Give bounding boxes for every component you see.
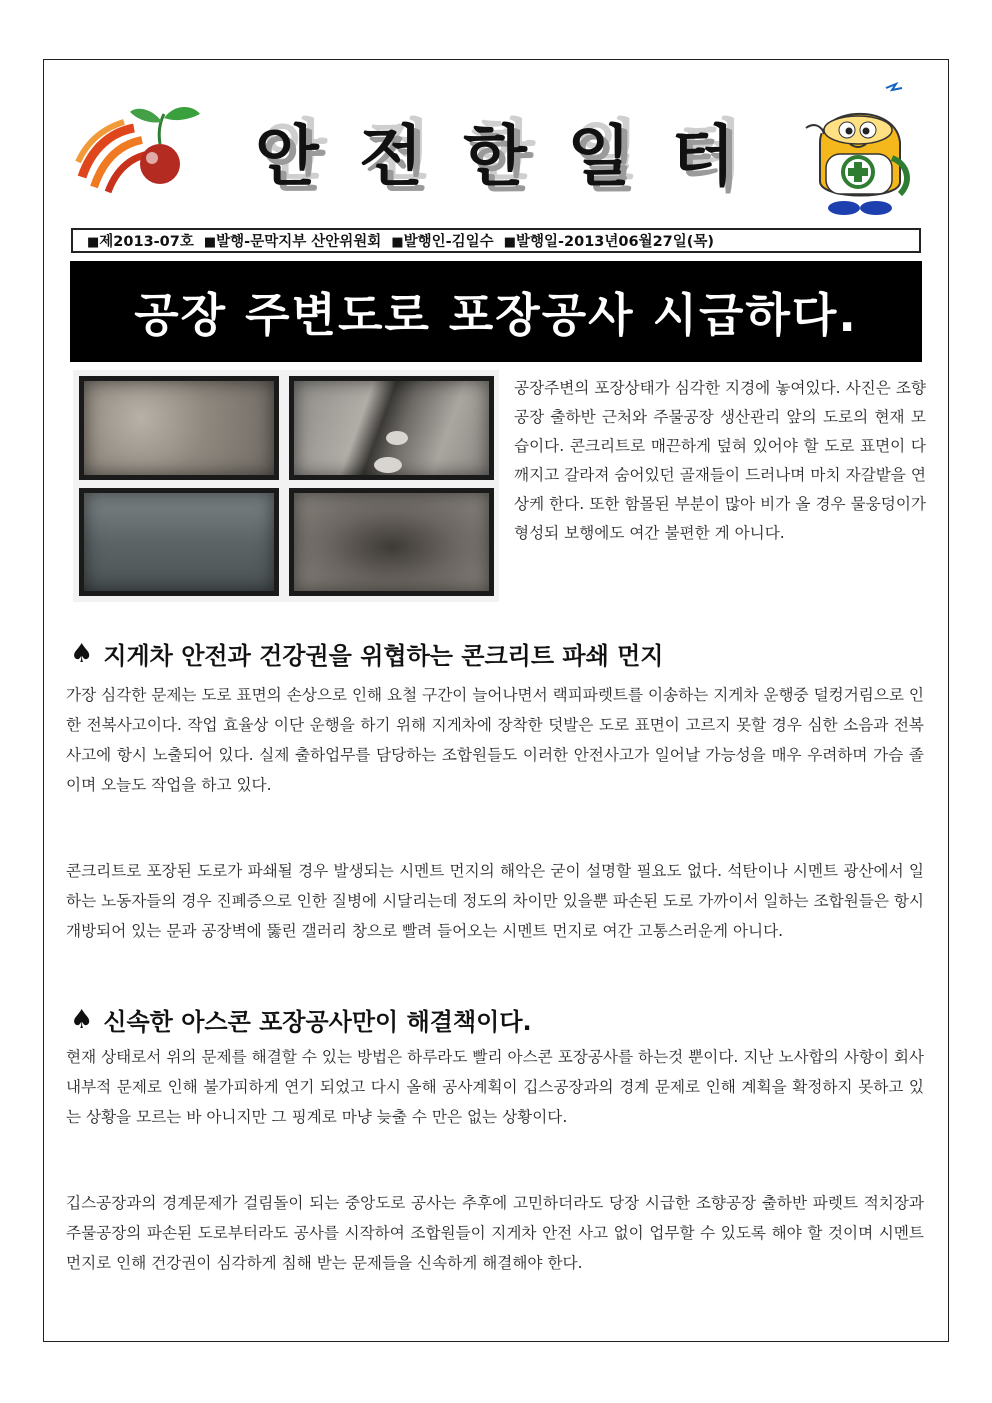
- masthead-char: 전: [359, 117, 423, 195]
- body-paragraph: 깁스공장과의 경계문제가 걸림돌이 되는 중앙도로 공사는 추후에 고민하더라도 당장 시급한 조향공장 출하반 파렛트 적치장과 주물공장의 파손된 도로부터라도 공사를 시작하여 조합원들이 지게차 안전 사고 없이 업무할 수 있도록 해야 할 것이며 시멘트 먼지로 인해 건강권이 심각하게 침해 받는 문제들을 신속하게 해결해야 한다.: [66, 1194, 924, 1272]
- issue-number: ■제2013-07호: [87, 234, 194, 250]
- square-bullet-icon: ■: [87, 235, 100, 250]
- masthead-char: 일: [567, 117, 631, 195]
- body-paragraph: 현재 상태로서 위의 문제를 해결할 수 있는 방법은 하루라도 빨리 아스콘 포장공사를 하는것 뿐이다. 지난 노사합의 사항이 회사 내부적 문제로 인해 불가피하게 연기 되었고 다시 올해 공사계획이 깁스공장과의 경계 문제로 인해 계획을 확정하지 못하고 있는 상황을 모르는 바 아니지만 그 핑계로 마냥 늦출 수 만은 없는 상황이다.: [66, 1048, 924, 1126]
- masthead-char: 안: [255, 117, 319, 195]
- issue-date: ■발행일-2013년06월27일(목): [503, 234, 715, 250]
- body-paragraph: 가장 심각한 문제는 도로 표면의 손상으로 인해 요철 구간이 늘어나면서 랙피파렛트를 이송하는 지게차 운행중 덜컹거림으로 인한 전복사고이다. 작업 효율상 이단 운행을 하기 위해 지게차에 장착한 덧발은 도로 표면이 고르지 못할 경우 심한 소음과 전복사고에 항시 노출되어 있다. 실제 출하업무를 담당하는 조합원들도 이러한 안전사고가 일어날 가능성을 매우 우려하며 가슴 졸이며 오늘도 작업을 하고 있다.: [66, 686, 924, 794]
- road-photo: [289, 376, 494, 480]
- section-title: ♠ 신속한 아스콘 포장공사만이 해결책이다.: [70, 1004, 532, 1036]
- road-photo-grid: [73, 370, 499, 602]
- union-logo: [72, 92, 207, 197]
- issue-info-bar: [71, 228, 921, 253]
- intro-text: 공장주변의 포장상태가 심각한 지경에 놓여있다. 사진은 조향공장 출하반 근처와 주물공장 생산관리 앞의 도로의 현재 모습이다. 콘크리트로 매끈하게 덮혀 있어야 할 도로 표면이 다 깨지고 갈라져 숨어있던 골재들이 드러나며 마치 자갈밭을 연상케 한다. 또한 함몰된 부분이 많아 비가 올 경우 물웅덩이가 형성되 보행에도 여간 불편한 게 아니다.: [514, 379, 926, 542]
- spade-icon: ♠: [70, 638, 94, 669]
- road-photo: [289, 488, 494, 596]
- square-bullet-icon: ■: [391, 235, 404, 250]
- issue-publisher: ■발행-문막지부 산안위원회: [203, 234, 382, 250]
- masthead-char: 터: [671, 117, 735, 195]
- safety-mascot: [800, 82, 920, 222]
- section-title: ♠ 지게차 안전과 건강권을 위협하는 콘크리트 파쇄 먼지: [70, 638, 664, 670]
- headline: 공장 주변도로 포장공사 시급하다.: [70, 261, 922, 362]
- spade-icon: ♠: [70, 1004, 94, 1035]
- square-bullet-icon: ■: [503, 235, 516, 250]
- issue-editor: ■발행인-김일수: [391, 234, 494, 250]
- square-bullet-icon: ■: [203, 235, 217, 250]
- road-photo: [79, 376, 279, 480]
- road-photo: [79, 488, 279, 596]
- masthead-char: 한: [463, 117, 527, 195]
- masthead-title: [235, 100, 755, 200]
- body-paragraph: 콘크리트로 포장된 도로가 파쇄될 경우 발생되는 시멘트 먼지의 해악은 굳이 설명할 필요도 없다. 석탄이나 시멘트 광산에서 일하는 노동자들의 경우 진폐증으로 인한 질병에 시달리는데 정도의 차이만 있을뿐 파손된 도로 가까이서 일하는 조합원들은 항시 개방되어 있는 문과 공장벽에 뚫린 갤러리 창으로 빨려 들어오는 시멘트 먼지로 여간 고통스러운게 아니다.: [66, 862, 924, 940]
